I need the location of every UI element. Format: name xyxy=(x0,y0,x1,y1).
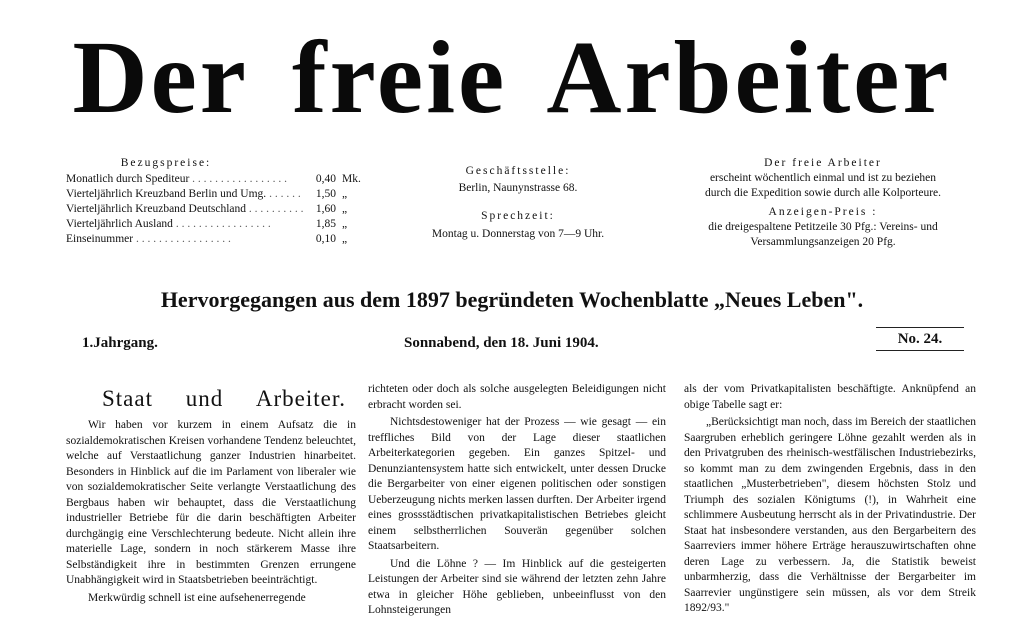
office-heading: Geschäftsstelle: xyxy=(465,165,571,177)
price-label: Vierteljährlich Kreuzband Berlin und Umg. . . xyxy=(66,187,304,202)
price-row xyxy=(66,172,376,187)
ads-line: Versammlungsanzeigen 20 Pfg. xyxy=(750,236,896,248)
price-unit: „ xyxy=(342,233,348,245)
masthead-title: Der freie Arbeiter xyxy=(72,20,952,135)
price-value: 0,40 xyxy=(315,173,336,185)
price-row xyxy=(66,187,376,202)
ads-heading: Anzeigen-Preis : xyxy=(768,206,878,218)
price-row xyxy=(66,202,376,217)
hours-heading: Sprechzeit: xyxy=(481,210,555,222)
price-row xyxy=(66,217,376,232)
price-unit: Mk. xyxy=(342,173,361,185)
subscription-prices xyxy=(66,156,376,247)
publication-line: erscheint wöchentlich einmal und ist zu beziehen xyxy=(709,172,937,184)
article-column-1 xyxy=(66,382,356,608)
article-paragraph: Merkwürdig schnell ist eine aufsehenerregende xyxy=(88,591,306,604)
publication-name: Der freie Arbeiter xyxy=(764,157,882,169)
price-label: Einseinummer . . xyxy=(66,232,304,247)
office-hours: Montag u. Donnerstag von 7—9 Uhr. xyxy=(431,228,605,240)
prices-heading: Bezugspreise: xyxy=(120,157,212,169)
price-unit: „ xyxy=(342,203,348,215)
subtitle: Hervorgegangen aus dem 1897 begründeten Wochenblatte „Neues Leben". xyxy=(160,287,864,312)
article-column-2 xyxy=(368,382,666,621)
publication-line: durch die Expedition sowie durch alle Kolporteure. xyxy=(705,187,941,199)
office-info xyxy=(408,156,628,242)
article-title-word: Arbeiter. xyxy=(255,386,346,411)
issue-number: No. 24. xyxy=(876,327,964,351)
price-value: 1,85 xyxy=(315,218,336,230)
article-paragraph: als der vom Privatkapitalisten beschäftigte. Anknüpfend an obige Tabelle sagt er: xyxy=(684,383,976,411)
price-unit: „ xyxy=(342,218,348,230)
volume-label: 1.Jahrgang. xyxy=(82,335,158,351)
price-value: 1,60 xyxy=(315,203,336,215)
office-address: Berlin, Naunynstrasse 68. xyxy=(458,182,578,194)
price-label: Vierteljährlich Kreuzband Deutschland . . xyxy=(66,202,304,217)
price-row xyxy=(66,232,376,247)
price-unit: „ xyxy=(342,188,348,200)
article-title xyxy=(102,384,346,414)
price-value: 1,50 xyxy=(315,188,336,200)
article-paragraph: Nichtsdestoweniger hat der Prozess — wie gesagt — ein treffliches Bild von der Lage dieser staatlichen Arbeiterkategorien gegeben. Ein ganzes Spitzel- und Denunziantensystem hatte sich entwickelt, unter dessen Drucke die Bergarbeiter von einer eigenen politischen oder sonstigen Ueberzeugung nichts merken lassen durften. Der Arbeiter irgend eines grossstädtischen privatkapitalistischen Betriebes gleicht einem selbstherrlichen Souverän gegenüber solchen Staatsarbeitern. xyxy=(368,416,666,552)
article-quote: „Berücksichtigt man noch, dass im Bereich der staatlichen Saargruben erheblich geringere Löhne gezahlt werden als in den Privatgruben des rheinisch-westfälischen Industriebezirks, so kommt man zu dem zwingenden Ergebnis, dass in den staatlichen „Musterbetrieben", diesem höchsten Stolz und Triumph des sozialen Königtums (!), in Wahrheit eine schlimmere Ausbeutung herrscht als in der Privatindustrie. Der Staat hat insbesondere verstanden, aus den Bergarbeitern des Saarreviers immer höhere Erträge herauszuwirtschaften ohne deren Lage zu verbessern. Ja, die Statistik beweist unbarmherzig, dass die Verhältnisse der Bergarbeiter im Saarrevier ungünstigere sein müssen, als vor dem Streik 1892/93." xyxy=(684,416,976,614)
publication-info xyxy=(668,156,978,250)
article-paragraph: Und die Löhne ? — Im Hinblick auf die gesteigerten Leistungen der Arbeiter sind sie während der letzten zehn Jahre etwa in gleicher Höhe geblieben, unbeeinflusst von den Lohnsteigerungen xyxy=(368,557,666,616)
issue-date: Sonnabend, den 18. Juni 1904. xyxy=(404,335,599,351)
ads-line: die dreigespaltene Petitzeile 30 Pfg.: Vereins- und xyxy=(708,221,938,233)
article-paragraph: richteten oder doch als solche ausgelegten Beleidigungen nicht erbracht worden sei. xyxy=(368,383,666,411)
article-title-word: und xyxy=(185,386,224,411)
price-label: Monatlich durch Spediteur . . xyxy=(66,172,304,187)
price-label: Vierteljährlich Ausland . . xyxy=(66,217,304,232)
price-value: 0,10 xyxy=(315,233,336,245)
article-paragraph: Wir haben vor kurzem in einem Aufsatz die in sozialdemokratischen Kreisen vorhandene Tendenz beleuchtet, welche auf Verstaatlichung ganzer Industrien hinarbeitet. Besonders in Hinblick auf die im Parlament von liberaler wie von sozialdemokratischer Seite verlangte Verstaatlichung des Bergbaus haben wir behauptet, dass die Verstaatlichung industrieller Betriebe für die darin beschäftigten Arbeiter durchgängig eine Verschlechterung bedeute. Nicht allein ihre materielle Lage, sondern in noch stärkerem Masse ihre Selbständigkeit ihre in bestimmten Grenzen errungene Unabhängigkeit wird in Staatsbetrieben beeinträchtigt. xyxy=(66,419,356,586)
article-title-word: Staat xyxy=(102,386,153,411)
article-column-3 xyxy=(684,382,976,619)
